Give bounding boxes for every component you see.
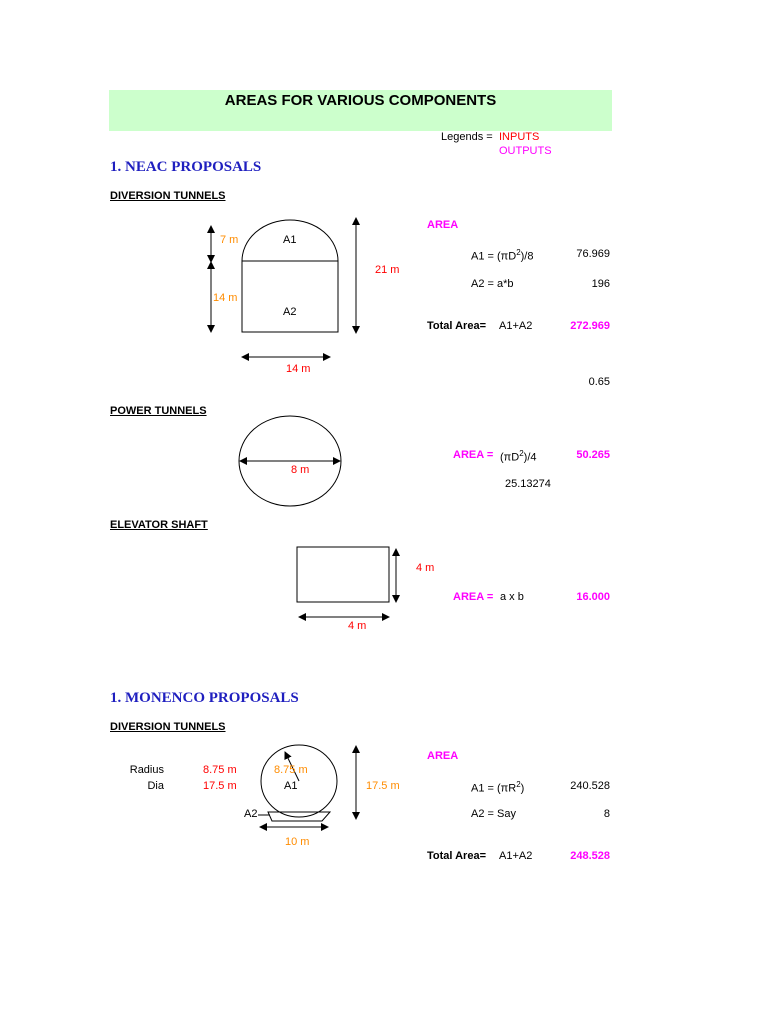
dim-label-4m-height: 4 m <box>416 562 435 574</box>
monenco-a1-value: 240.528 <box>570 780 610 792</box>
neac-total-formula: A1+A2 <box>499 320 533 332</box>
dim-label-21m: 21 m <box>375 264 400 276</box>
monenco-total-label: Total Area= <box>427 850 486 862</box>
monenco-total-value: 248.528 <box>570 850 610 862</box>
monenco-label-a2: A2 <box>244 808 258 820</box>
legend-label: Legends = <box>441 131 493 143</box>
label-a2: A2 <box>283 306 297 318</box>
power-formula: $(\pi D^2)/4$ <box>500 449 537 464</box>
neac-diversion-heading: DIVERSION TUNNELS <box>110 190 226 202</box>
neac-ratio: 0.65 <box>588 376 610 388</box>
monenco-a2-formula: A2 = Say <box>471 808 516 820</box>
dim-label-14m-bottom: 14 m <box>286 363 311 375</box>
legend-inputs: INPUTS <box>499 131 540 143</box>
elevator-formula: a x b <box>500 591 524 603</box>
neac-a1-value: 76.969 <box>576 248 610 260</box>
legend-outputs: OUTPUTS <box>499 145 552 157</box>
elevator-shaft-rect <box>297 547 389 602</box>
neac-a2-value: 196 <box>591 278 610 290</box>
elevator-area-label: AREA = <box>453 591 494 603</box>
monenco-area-heading: AREA <box>427 750 459 762</box>
radius-value: 8.75 m <box>203 764 237 776</box>
neac-heading: 1. NEAC PROPOSALS <box>110 159 262 175</box>
neac-a2-formula: A2 = a*b <box>471 278 514 290</box>
dia-value: 17.5 m <box>203 780 237 792</box>
monenco-diversion-heading: DIVERSION TUNNELS <box>110 721 226 733</box>
dim-label-7m: 7 m <box>220 234 239 246</box>
page-title: AREAS FOR VARIOUS COMPONENTS <box>224 92 497 109</box>
radius-label: Radius <box>129 764 164 776</box>
dim-label-10m: 10 m <box>285 836 310 848</box>
dim-label-8m: 8 m <box>291 464 310 476</box>
monenco-a2-value: 8 <box>603 808 610 820</box>
monenco-total-formula: A1+A2 <box>499 850 533 862</box>
elevator-area-value: 16.000 <box>576 591 610 603</box>
monenco-label-a1: A1 <box>284 780 298 792</box>
label-a1: A1 <box>283 234 297 246</box>
power-area-label: AREA = <box>453 449 494 461</box>
power-area-value: 50.265 <box>576 449 610 461</box>
radius-in-circle-label: 8.75 m <box>274 764 308 776</box>
monenco-a1-formula: $A1 = (\pi R^2)$ <box>471 780 525 795</box>
power-tunnels-heading: POWER TUNNELS <box>110 405 207 417</box>
dim-label-17-5m: 17.5 m <box>366 780 400 792</box>
dim-label-4m-width: 4 m <box>348 620 367 632</box>
neac-total-value: 272.969 <box>570 320 610 332</box>
dim-label-14m-left: 14 m <box>213 292 238 304</box>
neac-total-label: Total Area= <box>427 320 486 332</box>
neac-a1-formula: $A1 = (\pi D^2)/8$ <box>471 248 534 263</box>
neac-area-heading: AREA <box>427 219 459 231</box>
elevator-shaft-heading: ELEVATOR SHAFT <box>110 519 208 531</box>
power-sub-value: 25.13274 <box>505 478 551 490</box>
monenco-heading: 1. MONENCO PROPOSALS <box>110 690 299 706</box>
dia-label: Dia <box>147 780 164 792</box>
